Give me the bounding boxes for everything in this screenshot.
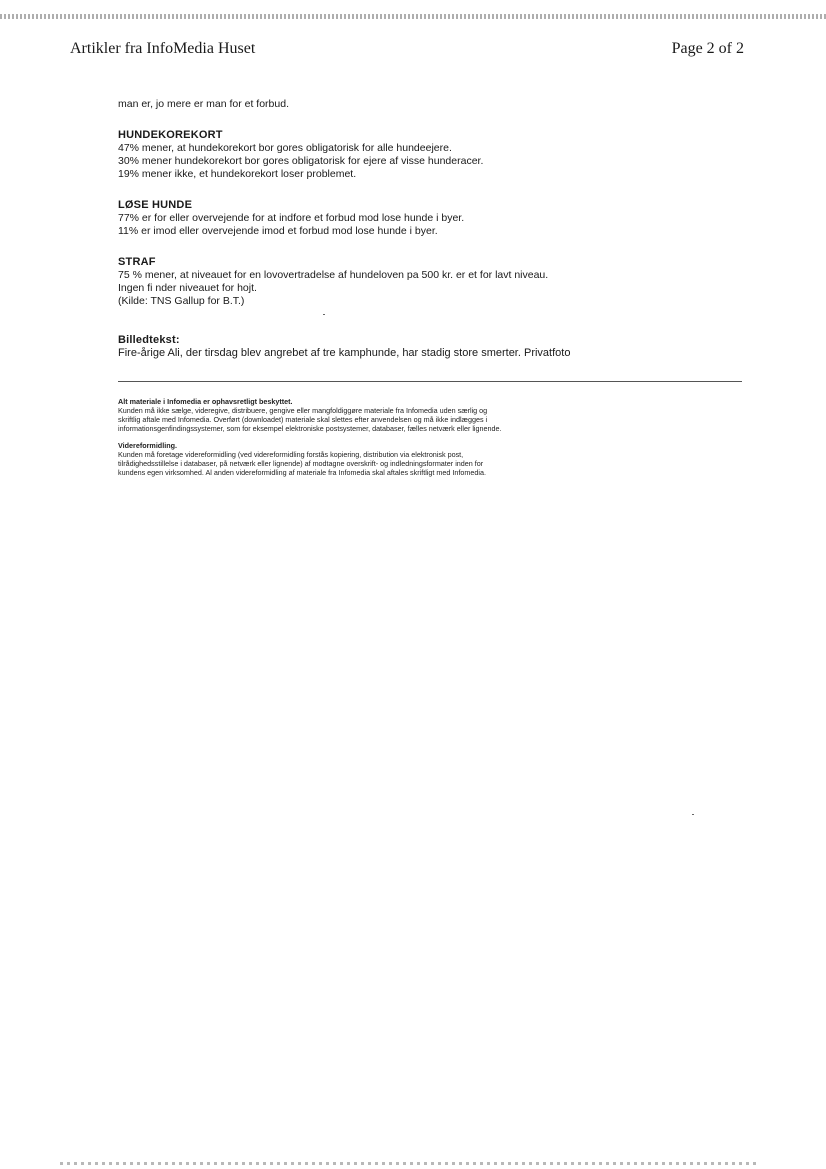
stat-line: 77% er for eller overvejende for at indfore et forbud mod lose hunde i byer. [118,212,465,224]
section-hundekorekort [118,129,748,181]
article-body [118,98,748,360]
header-title: Artikler fra InfoMedia Huset [70,40,256,57]
stat-line: 75 % mener, at niveauet for en lovovertradelse af hundeloven pa 500 kr. er et for lavt niveau. [118,269,549,281]
caption-heading: Billedtekst: [118,334,180,346]
stat-line: Ingen fi nder niveauet for hojt. [118,282,257,294]
image-caption [118,334,748,360]
legal-line: Kunden må ikke sælge, videregive, distribuere, gengive eller mangfoldiggøre materiale fra Infomedia uden særlig og [118,406,488,415]
scan-speck [692,814,694,815]
legal-notice [118,397,748,485]
legal-line: tilrådighedsstillelse i databaser, på netværk eller lignende) af modtagne overskrift- og indledningsformater inden for [118,459,484,468]
source-line: (Kilde: TNS Gallup for B.T.) [118,295,245,307]
stat-line: 19% mener ikke, et hundekorekort loser problemet. [118,168,357,180]
page-number: Page 2 of 2 [671,40,744,57]
copyright-notice [118,397,748,433]
legal-line: kundens egen virksomhed. Al anden videreformidling af materiale fra Infomedia skal aftales skriftligt med Infomedia. [118,468,486,477]
section-divider [118,381,742,382]
legal-line: Kunden må foretage videreformidling (ved videreformidling forstås kopiering, distribution via elektronisk post, [118,450,464,459]
legal-line: skriftlig aftale med Infomedia. Overført (downloadet) materiale skal slettes efter anvendelsen og må ikke indlægges i [118,415,488,424]
legal-heading: Alt materiale i Infomedia er ophavsretligt beskyttet. [118,397,293,406]
redistribution-notice [118,441,748,477]
section-straf [118,256,748,308]
legal-heading: Videreformidling. [118,441,177,450]
caption-text: Fire-årige Ali, der tirsdag blev angrebet af tre kamphunde, har stadig store smerter. Privatfoto [118,347,571,359]
stat-line: 11% er imod eller overvejende imod et forbud mod lose hunde i byer. [118,225,438,237]
stat-line: 47% mener, at hundekorekort bor gores obligatorisk for alle hundeejere. [118,142,452,154]
section-loese-hunde [118,199,748,238]
scan-speck [323,314,325,315]
section-heading: STRAF [118,256,156,268]
intro-line: man er, jo mere er man for et forbud. [118,98,289,110]
page-header [70,40,744,62]
top-scan-border [0,14,826,19]
section-heading: LØSE HUNDE [118,199,193,211]
stat-line: 30% mener hundekorekort bor gores obligatorisk for ejere af visse hunderacer. [118,155,484,167]
section-heading: HUNDEKOREKORT [118,129,223,141]
legal-line: informationsgenfindingssystemer, som for eksempel elektroniske postsystemer, databaser, fælles netværk eller lignende. [118,424,502,433]
bottom-scan-border [60,1162,760,1165]
